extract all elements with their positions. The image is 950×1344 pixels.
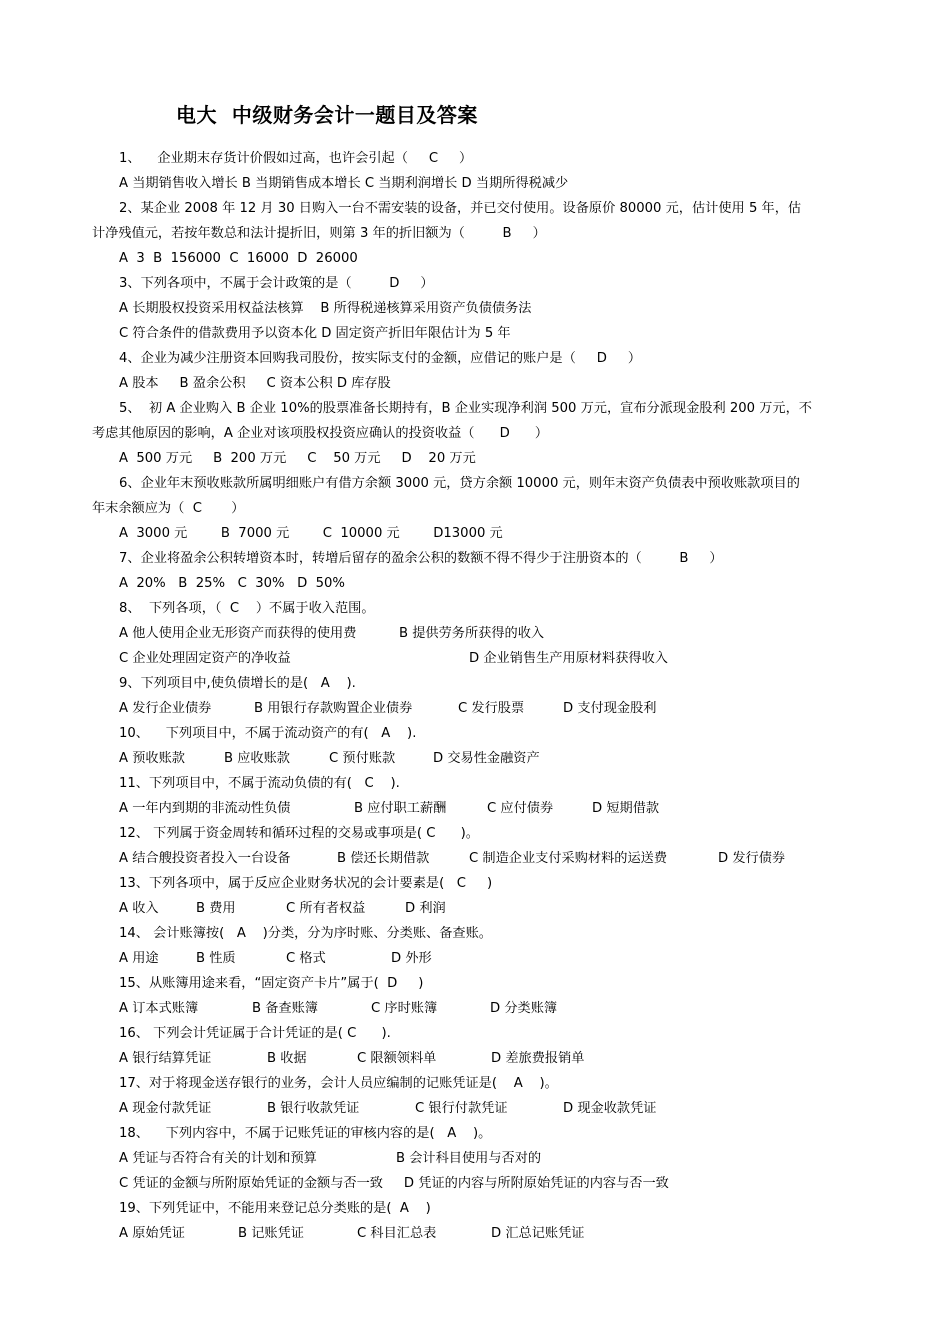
question-line: 3、下列各项中，不属于会计政策的是（ D ） <box>119 276 434 291</box>
answer-option: B 费用 <box>196 901 236 916</box>
question-line: 11、下列项目中，不属于流动负债的有( C ). <box>119 776 400 791</box>
question-line: 5、 初 A 企业购入 B 企业 10%的股票准备长期持有，B 企业实现净利润 500 万元，宣布分派现金股利 200 万元，不 <box>119 401 812 416</box>
answer-options <box>0 746 950 771</box>
answer-option: A 一年内到期的非流动性负债 <box>119 801 291 816</box>
answer-options <box>0 896 950 921</box>
answer-options <box>0 796 950 821</box>
answer-option: D 外形 <box>391 951 432 966</box>
answer-option: B 记账凭证 <box>238 1226 304 1241</box>
answer-option: B 银行收款凭证 <box>267 1101 360 1116</box>
answer-option: B 备查账簿 <box>252 1001 318 1016</box>
question-line: 14、 会计账簿按( A )分类，分为序时账、分类账、备查账。 <box>119 926 492 941</box>
answer-option: A 原始凭证 <box>119 1226 185 1241</box>
question-continuation: 计净残值元，若按年数总和法计提折旧，则第 3 年的折旧额为（ B ） <box>92 226 546 241</box>
question-line: 9、下列项目中,使负债增长的是( A ). <box>119 676 356 691</box>
answer-options: A 500 万元 B 200 万元 C 50 万元 D 20 万元 <box>119 451 476 466</box>
question-line: 1、 企业期末存货计价假如过高，也许会引起（ C ） <box>119 151 473 166</box>
answer-options <box>0 946 950 971</box>
answer-options <box>0 1146 950 1171</box>
question-line: 6、企业年末预收账款所属明细账户有借方余额 3000 元，贷方余额 10000 元，则年末资产负债表中预收账款项目的 <box>119 476 800 491</box>
answer-option: D 差旅费报销单 <box>491 1051 585 1066</box>
answer-option: A 用途 <box>119 951 159 966</box>
answer-options <box>0 696 950 721</box>
answer-option: C 限额领料单 <box>357 1051 437 1066</box>
answer-option: B 提供劳务所获得的收入 <box>399 626 545 641</box>
answer-option: C 科目汇总表 <box>357 1226 437 1241</box>
answer-option: D 利润 <box>405 901 446 916</box>
question-line: 12、 下列属于资金周转和循环过程的交易或事项是( C )。 <box>119 826 479 841</box>
answer-option: A 预收账款 <box>119 751 185 766</box>
answer-option: C 发行股票 <box>458 701 525 716</box>
question-line: 2、某企业 2008 年 12 月 30 日购入一台不需安装的设备，并已交付使用。设备原价 80000 元，估计使用 5 年，估 <box>119 201 802 216</box>
answer-option: A 发行企业债券 <box>119 701 212 716</box>
question-line: 8、 下列各项，（ C ）不属于收入范围。 <box>119 601 375 616</box>
answer-option: D 短期借款 <box>592 801 660 816</box>
question-line: 17、对于将现金送存银行的业务，会计人员应编制的记账凭证是( A )。 <box>119 1076 558 1091</box>
answer-option: B 偿还长期借款 <box>337 851 430 866</box>
question-line: 15、从账簿用途来看，“固定资产卡片”属于( D ) <box>119 976 424 991</box>
answer-options: A 3000 元 B 7000 元 C 10000 元 D13000 元 <box>119 526 503 541</box>
answer-option: A 结合艘投资者投入一台设备 <box>119 851 291 866</box>
answer-option: A 订本式账簿 <box>119 1001 199 1016</box>
answer-options <box>0 646 950 671</box>
answer-options <box>0 621 950 646</box>
question-line: 10、 下列项目中，不属于流动资产的有( A ). <box>119 726 417 741</box>
question-continuation: 考虑其他原因的影响，A 企业对该项股权投资应确认的投资收益（ D ） <box>92 426 549 441</box>
answer-option: B 收据 <box>267 1051 307 1066</box>
question-line: 13、下列各项中，属于反应企业财务状况的会计要素是( C ) <box>119 876 493 891</box>
question-line: 16、 下列会计凭证属于合计凭证的是( C ). <box>119 1026 391 1041</box>
answer-options <box>0 1046 950 1071</box>
question-line: 4、企业为减少注册资本回购我司股份，按实际支付的金额，应借记的账户是（ D ） <box>119 351 642 366</box>
answer-options <box>0 1221 950 1246</box>
answer-options <box>0 1096 950 1121</box>
answer-option: C 企业处理固定资产的净收益 <box>119 651 291 666</box>
answer-option: B 应付职工薪酬 <box>354 801 447 816</box>
answer-options: A 股本 B 盈余公积 C 资本公积 D 库存股 <box>119 376 391 391</box>
answer-option: A 银行结算凭证 <box>119 1051 212 1066</box>
answer-option: A 收入 <box>119 901 159 916</box>
answer-options <box>0 846 950 871</box>
answer-options <box>0 996 950 1021</box>
question-line: 18、 下列内容中，不属于记账凭证的审核内容的是( A )。 <box>119 1126 492 1141</box>
question-line: 7、企业将盈余公积转增资本时，转增后留存的盈余公积的数额不得不得少于注册资本的（ B ） <box>119 551 723 566</box>
answer-options: A 20% B 25% C 30% D 50% <box>119 576 345 591</box>
answer-option: A 他人使用企业无形资产而获得的使用费 <box>119 626 357 641</box>
answer-option: C 所有者权益 <box>286 901 366 916</box>
question-line: 19、下列凭证中，不能用来登记总分类账的是( A ) <box>119 1201 431 1216</box>
answer-option: A 现金付款凭证 <box>119 1101 212 1116</box>
answer-options: A 长期股权投资采用权益法核算 B 所得税递核算采用资产负债债务法 <box>119 301 532 316</box>
question-list <box>0 146 950 1246</box>
answer-option: B 应收账款 <box>224 751 290 766</box>
answer-option: D 现金收款凭证 <box>563 1101 657 1116</box>
answer-option: A 凭证与否符合有关的计划和预算 <box>119 1151 317 1166</box>
answer-option: C 序时账簿 <box>371 1001 438 1016</box>
document-title: 电大 中级财务会计一题目及答案 <box>176 103 478 127</box>
answer-option: D 分类账簿 <box>490 1001 558 1016</box>
answer-option: C 应付债券 <box>487 801 554 816</box>
answer-options: A 当期销售收入增长 B 当期销售成本增长 C 当期利润增长 D 当期所得税减少 <box>119 176 569 191</box>
answer-option: C 预付账款 <box>329 751 396 766</box>
answer-option: B 性质 <box>196 951 236 966</box>
answer-option: B 会计科目使用与否对的 <box>396 1151 542 1166</box>
answer-option: B 用银行存款购置企业债券 <box>254 701 413 716</box>
answer-option: D 汇总记账凭证 <box>491 1226 585 1241</box>
answer-options: A 3 B 156000 C 16000 D 26000 <box>119 251 358 266</box>
answer-options: C 符合条件的借款费用予以资本化 D 固定资产折旧年限估计为 5 年 <box>119 326 511 341</box>
answer-option: D 企业销售生产用原材料获得收入 <box>469 651 668 666</box>
answer-option: D 交易性金融资产 <box>433 751 540 766</box>
answer-option: C 格式 <box>286 951 326 966</box>
answer-options: C 凭证的金额与所附原始凭证的金额与否一致 D 凭证的内容与所附原始凭证的内容与否一致 <box>119 1176 669 1191</box>
question-continuation: 年末余额应为（ C ） <box>92 501 245 516</box>
answer-option: C 银行付款凭证 <box>415 1101 508 1116</box>
answer-option: D 支付现金股利 <box>563 701 657 716</box>
answer-option: C 制造企业支付采购材料的运送费 <box>469 851 668 866</box>
answer-option: D 发行债券 <box>718 851 786 866</box>
